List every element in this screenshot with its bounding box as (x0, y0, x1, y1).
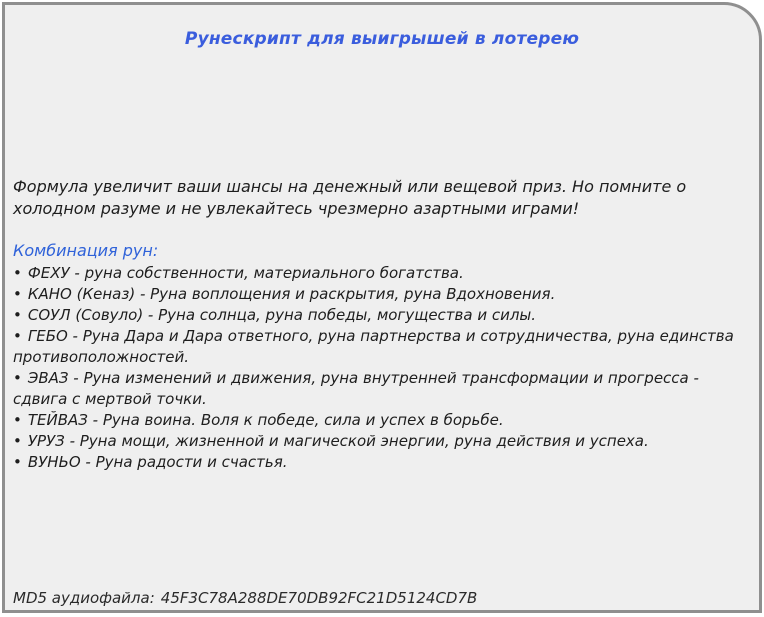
list-item (13, 431, 735, 452)
list-item (13, 305, 735, 326)
rune-item-text: ЭВАЗ - Руна изменений и движения, руна внутренней трансформации и прогресса - сдвига с мертвой точки. (13, 369, 699, 408)
rune-item-text: ТЕЙВАЗ - Руна воина. Воля к победе, сила и успех в борьбе. (27, 411, 504, 429)
title-row (5, 29, 759, 49)
bullet-icon: • (13, 264, 22, 282)
bullet-icon: • (13, 432, 22, 450)
runescript-panel (2, 2, 762, 613)
md5-footer (13, 589, 747, 607)
page-title: Рунескрипт для выигрышей в лотерею (184, 29, 580, 49)
list-item (13, 263, 735, 284)
list-item (13, 410, 735, 431)
rune-item-text: ВУНЬО - Руна радости и счастья. (27, 453, 288, 471)
rune-item-text: ФЕХУ - руна собственности, материального богатства. (27, 264, 464, 282)
rune-item-text: СОУЛ (Совуло) - Руна солнца, руна победы, могущества и силы. (27, 306, 537, 324)
rune-item-text: КАНО (Кеназ) - Руна воплощения и раскрытия, руна Вдохновения. (27, 285, 556, 303)
combination-heading: Комбинация рун: (13, 241, 159, 260)
rune-list (13, 263, 735, 473)
rune-item-text: УРУЗ - Руна мощи, жизненной и магической энергии, руна действия и успеха. (27, 432, 649, 450)
bullet-icon: • (13, 285, 22, 303)
bullet-icon: • (13, 369, 22, 387)
rune-item-text: ГЕБО - Руна Дара и Дара ответного, руна партнерства и сотрудничества, руна единства противоположностей. (13, 327, 734, 366)
list-item (13, 368, 735, 410)
list-item (13, 452, 735, 473)
list-item (13, 326, 735, 368)
bullet-icon: • (13, 453, 22, 471)
intro-text: Формула увеличит ваши шансы на денежный или вещевой приз. Но помните о холодном разуме и не увлекайтесь чрезмерно азартными играми! (13, 177, 687, 218)
md5-label: MD5 аудиофайла: (13, 589, 155, 607)
md5-value: 45F3C78A288DE70DB92FC21D5124CD7B (160, 589, 478, 607)
bullet-icon: • (13, 327, 22, 345)
list-item (13, 284, 735, 305)
bullet-icon: • (13, 306, 22, 324)
bullet-icon: • (13, 411, 22, 429)
